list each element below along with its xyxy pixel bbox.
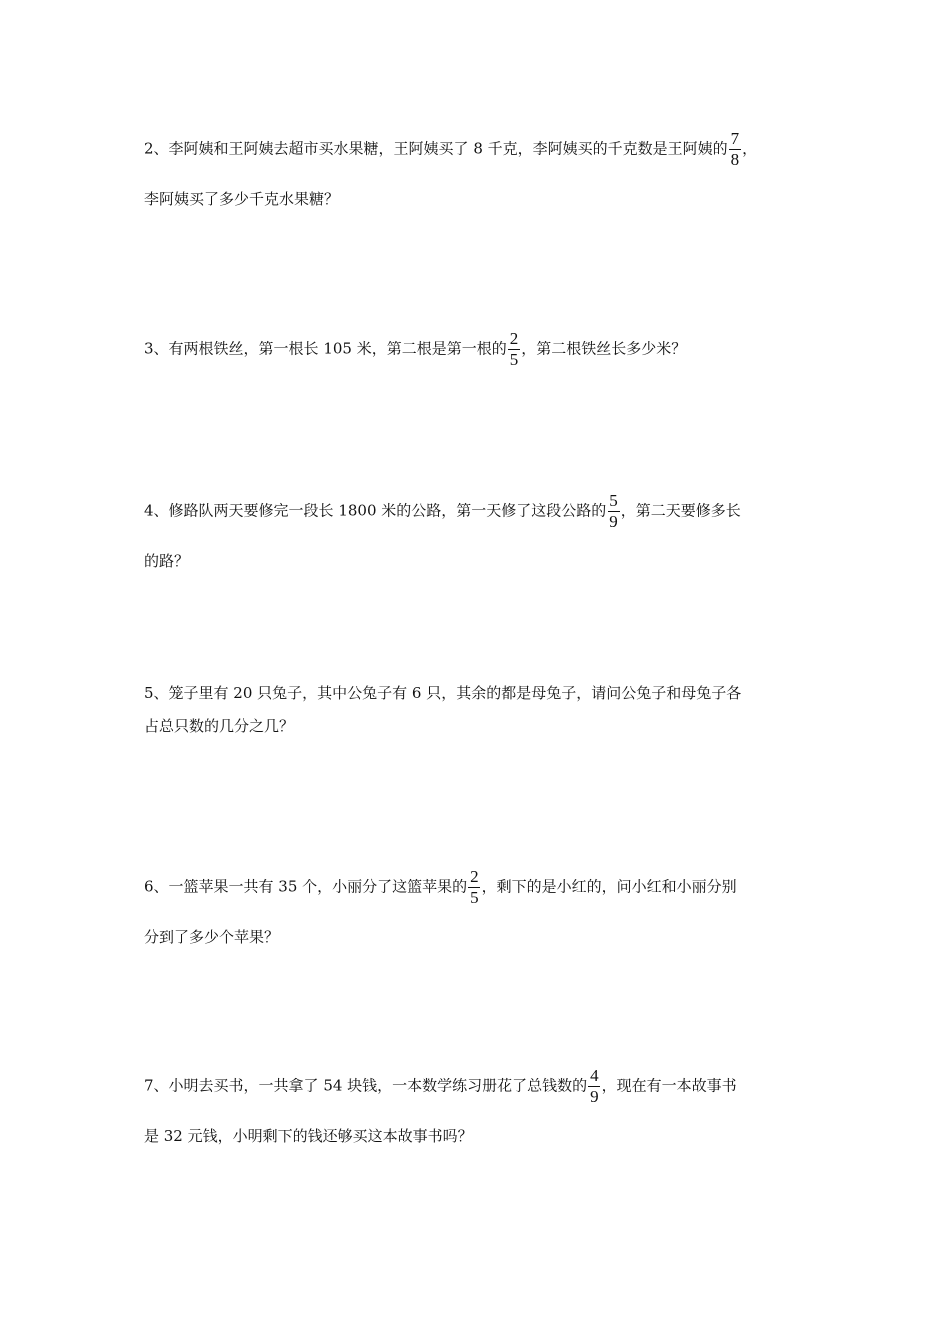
problem-line-2: 李阿姨买了多少千克水果糖？ [144, 190, 340, 208]
problem-text-after: ，第二根铁丝长多少米？ [521, 339, 687, 358]
problem-5 [144, 682, 824, 737]
problem-text-after: ， [742, 139, 758, 158]
problem-line-1 [144, 682, 824, 704]
problem-text: 5、笼子里有 20 只兔子，其中公兔子有 6 只，其余的都是母兔子，请问公兔子和母兔子各 [144, 684, 742, 702]
fraction-denominator: 8 [730, 150, 740, 169]
problem-text-after: ，现在有一本故事书 [601, 1076, 737, 1095]
problem-3 [144, 329, 824, 369]
fraction-numerator: 5 [609, 491, 618, 510]
problem-line-2: 是 32 元钱，小明剩下的钱还够买这本故事书吗？ [144, 1127, 473, 1145]
problem-6 [144, 867, 824, 948]
problem-line-1 [144, 129, 824, 169]
fraction-denominator: 5 [470, 888, 479, 907]
problem-line-1 [144, 867, 824, 907]
fraction [588, 1066, 601, 1107]
fraction-numerator: 2 [470, 867, 479, 886]
problem-line-1 [144, 1066, 824, 1106]
fraction [729, 129, 742, 170]
problem-2 [144, 129, 824, 210]
fraction-numerator: 7 [730, 129, 740, 148]
problem-text-after: ，第二天要修多长 [620, 501, 741, 520]
fraction-denominator: 9 [609, 512, 618, 531]
problem-text: 2、李阿姨和王阿姨去超市买水果糖，王阿姨买了 8 千克，李阿姨买的千克数是王阿姨的 [144, 139, 728, 158]
problem-line-2: 占总只数的几分之几？ [144, 717, 295, 735]
problem-text-after: ，剩下的是小红的，问小红和小丽分别 [481, 877, 737, 896]
fraction [508, 329, 521, 370]
problem-text: 3、有两根铁丝，第一根长 105 米，第二根是第一根的 [144, 339, 507, 358]
problem-text: 6、一篮苹果一共有 35 个，小丽分了这篮苹果的 [144, 877, 468, 896]
fraction [607, 491, 620, 532]
fraction-denominator: 5 [509, 350, 519, 369]
fraction-numerator: 2 [509, 329, 519, 348]
problem-7 [144, 1066, 824, 1147]
problem-text: 4、修路队两天要修完一段长 1800 米的公路，第一天修了这段公路的 [144, 501, 607, 520]
problem-line-2: 分到了多少个苹果？ [144, 928, 280, 946]
fraction [468, 867, 481, 908]
problem-text: 7、小明去买书，一共拿了 54 块钱，一本数学练习册花了总钱数的 [144, 1076, 588, 1095]
problem-line-1 [144, 329, 824, 369]
problem-line-1 [144, 491, 824, 531]
fraction-denominator: 9 [590, 1087, 599, 1106]
problem-line-2: 的路？ [144, 552, 190, 570]
fraction-numerator: 4 [590, 1066, 599, 1085]
problem-4 [144, 491, 824, 572]
